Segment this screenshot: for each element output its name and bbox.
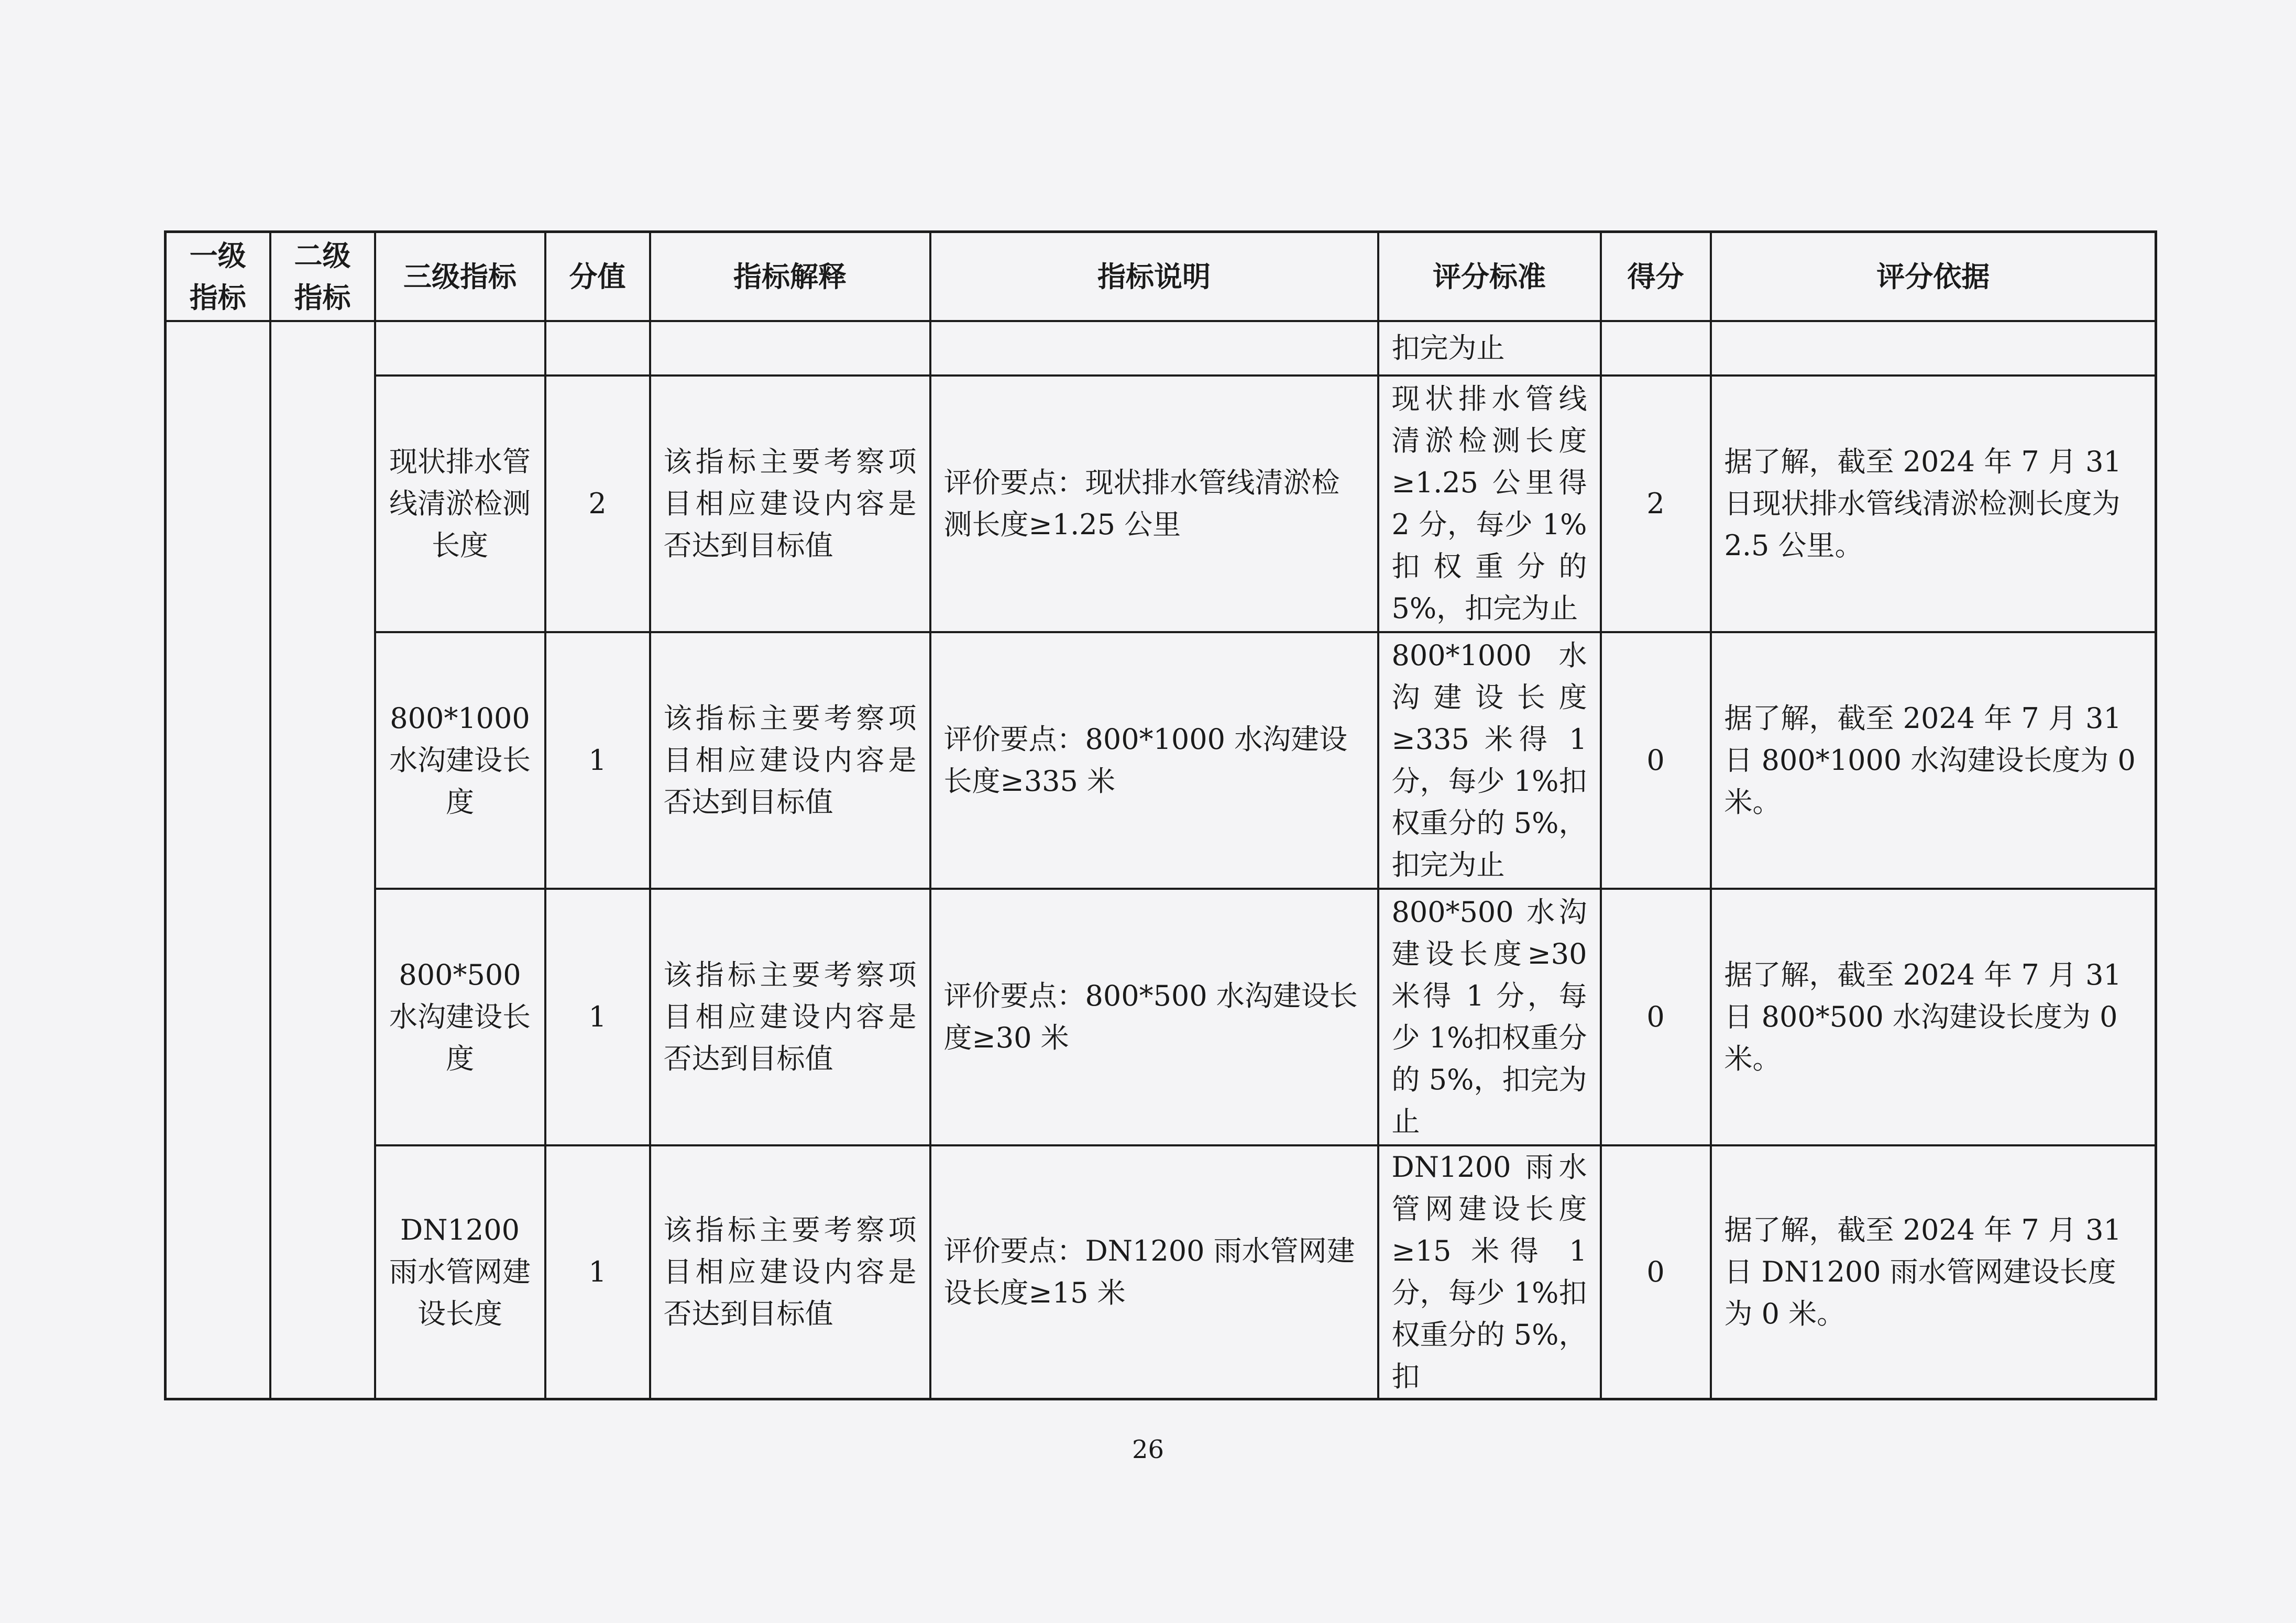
score-cell: 2 <box>1601 376 1711 632</box>
description-cell: 评价要点：800*500 水沟建设长度≥30 米 <box>930 889 1378 1145</box>
basis-cell: 据了解，截至 2024 年 7 月 31 日现状排水管线清淤检测长度为 2.5 公里。 <box>1711 376 2156 632</box>
evaluation-table <box>164 230 2157 1400</box>
continuation-row <box>166 321 2156 376</box>
table-cell <box>930 321 1378 376</box>
criteria-cell: 800*1000 水沟建设长度≥335 米得 1 分，每少 1%扣权重分的 5%，扣完为止 <box>1378 632 1601 889</box>
score-value-cell: 1 <box>545 632 650 889</box>
level3-cell: DN1200 雨水管网建设长度 <box>375 1145 545 1399</box>
header-description: 指标说明 <box>930 232 1378 322</box>
score-cell: 0 <box>1601 632 1711 889</box>
header-criteria: 评分标准 <box>1378 232 1601 322</box>
basis-cell: 据了解，截至 2024 年 7 月 31 日 800*500 水沟建设长度为 0 米。 <box>1711 889 2156 1145</box>
explanation-cell: 该指标主要考察项目相应建设内容是否达到目标值 <box>650 1145 930 1399</box>
table-row <box>166 632 2156 889</box>
header-row <box>166 232 2156 322</box>
level1-cell <box>166 321 270 1399</box>
table-cell <box>650 321 930 376</box>
table-cell <box>1601 321 1711 376</box>
level2-cell <box>270 321 375 1399</box>
score-value-cell: 1 <box>545 1145 650 1399</box>
score-value-cell: 1 <box>545 889 650 1145</box>
criteria-tail-cell: 扣完为止 <box>1378 321 1601 376</box>
explanation-cell: 该指标主要考察项目相应建设内容是否达到目标值 <box>650 632 930 889</box>
score-cell: 0 <box>1601 1145 1711 1399</box>
description-cell: 评价要点：现状排水管线清淤检测长度≥1.25 公里 <box>930 376 1378 632</box>
criteria-cell: DN1200 雨水管网建设长度≥15 米得 1 分，每少 1%扣权重分的 5%，扣 <box>1378 1145 1601 1399</box>
explanation-cell: 该指标主要考察项目相应建设内容是否达到目标值 <box>650 889 930 1145</box>
header-level2: 二级指标 <box>270 232 375 322</box>
level3-cell: 800*500 水沟建设长度 <box>375 889 545 1145</box>
table-row <box>166 889 2156 1145</box>
basis-cell: 据了解，截至 2024 年 7 月 31 日 DN1200 雨水管网建设长度为 0 米。 <box>1711 1145 2156 1399</box>
table-row <box>166 1145 2156 1399</box>
header-explanation: 指标解释 <box>650 232 930 322</box>
description-cell: 评价要点：800*1000 水沟建设长度≥335 米 <box>930 632 1378 889</box>
criteria-cell: 现状排水管线清淤检测长度≥1.25 公里得 2 分，每少 1%扣权重分的 5%，扣完为止 <box>1378 376 1601 632</box>
score-cell: 0 <box>1601 889 1711 1145</box>
table-cell <box>1711 321 2156 376</box>
description-cell: 评价要点：DN1200 雨水管网建设长度≥15 米 <box>930 1145 1378 1399</box>
score-value-cell: 2 <box>545 376 650 632</box>
level3-cell: 现状排水管线清淤检测长度 <box>375 376 545 632</box>
level3-cell: 800*1000 水沟建设长度 <box>375 632 545 889</box>
table-row <box>166 376 2156 632</box>
header-score-value: 分值 <box>545 232 650 322</box>
header-level3: 三级指标 <box>375 232 545 322</box>
header-score: 得分 <box>1601 232 1711 322</box>
table-cell <box>545 321 650 376</box>
page-number: 26 <box>1131 1435 1165 1464</box>
header-basis: 评分依据 <box>1711 232 2156 322</box>
explanation-cell: 该指标主要考察项目相应建设内容是否达到目标值 <box>650 376 930 632</box>
header-level1: 一级指标 <box>166 232 270 322</box>
criteria-cell: 800*500 水沟建设长度≥30 米得 1 分，每少 1%扣权重分的 5%，扣完为止 <box>1378 889 1601 1145</box>
basis-cell: 据了解，截至 2024 年 7 月 31 日 800*1000 水沟建设长度为 0 米。 <box>1711 632 2156 889</box>
table-cell <box>375 321 545 376</box>
